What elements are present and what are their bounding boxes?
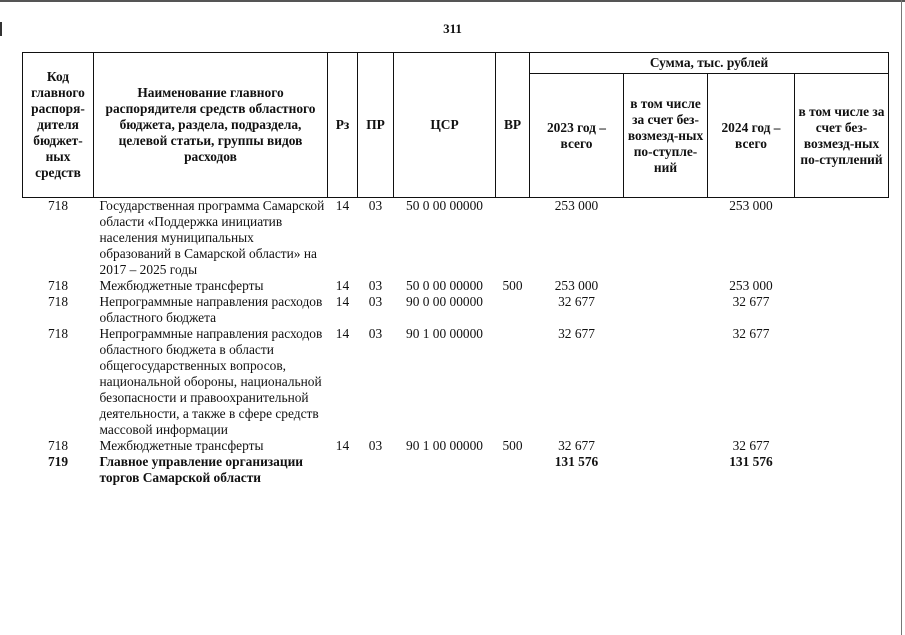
budget-table: [22, 52, 889, 486]
table-row: [23, 294, 889, 326]
cell-name: Межбюджетные трансферты: [99, 278, 264, 293]
page-number: 311: [443, 21, 462, 36]
cell-2023-total: 32 677: [558, 326, 595, 341]
cell-code: 719: [47, 454, 69, 469]
cell-vr: [496, 294, 530, 326]
cell-pr: 03: [368, 294, 383, 309]
header-pr: ПР: [358, 53, 394, 198]
table-row: [23, 438, 889, 454]
cell-code: 718: [47, 294, 69, 309]
cell-csr: 90 0 00 00000: [406, 294, 483, 309]
cell-code: 718: [47, 438, 69, 453]
header-vr: ВР: [496, 53, 530, 198]
header-2023-total: 2023 год – всего: [530, 74, 624, 198]
cell-2023-free: [624, 454, 708, 486]
cell-rz: 14: [335, 278, 350, 293]
cell-2024-free: [795, 326, 889, 438]
cell-2024-free: [795, 454, 889, 486]
header-csr: ЦСР: [394, 53, 496, 198]
cell-2023-free: [624, 326, 708, 438]
cell-2023-total: 131 576: [554, 454, 599, 469]
cell-vr: 500: [502, 438, 523, 453]
cell-pr: 03: [368, 438, 383, 453]
cell-pr: 03: [368, 198, 383, 213]
cell-2024-free: [795, 278, 889, 294]
cell-2023-total: 32 677: [558, 294, 595, 309]
scan-edge-top: [0, 0, 905, 2]
cell-rz: 14: [335, 326, 350, 341]
cell-rz: 14: [335, 438, 350, 453]
cell-csr: 50 0 00 00000: [406, 198, 483, 213]
cell-vr: [496, 326, 530, 438]
cell-2023-free: [624, 278, 708, 294]
cell-2024-total: 32 677: [732, 438, 770, 453]
table-row: [23, 326, 889, 438]
scan-edge-right: [901, 0, 902, 635]
cell-2023-free: [624, 438, 708, 454]
cell-pr: 03: [368, 278, 383, 293]
cell-2023-free: [624, 294, 708, 326]
table-body: [23, 198, 889, 487]
cell-vr: 500: [502, 278, 523, 293]
cell-csr: 90 1 00 00000: [406, 326, 483, 341]
table-row: [23, 454, 889, 486]
table-header: [23, 53, 889, 198]
cell-2023-total: 32 677: [558, 438, 595, 453]
cell-vr: [496, 198, 530, 279]
cell-2024-free: [795, 438, 889, 454]
header-name: Наименование главного распорядителя средств областного бюджета, раздела, подраздела, целевой статьи, группы видов расходов: [94, 53, 328, 198]
cell-code: 718: [47, 326, 69, 341]
header-rz: Рз: [328, 53, 358, 198]
header-2023-free: в том числе за счет без-возмезд-ных по-ступле-ний: [624, 74, 708, 198]
cell-2024-total: 32 677: [732, 294, 770, 309]
cell-2024-free: [795, 294, 889, 326]
cell-pr: [358, 454, 394, 486]
cell-name: Государственная программа Самарской области «Поддержка инициатив населения муниципальных образований в Самарской области» на 2017 – 2025 годы: [99, 198, 325, 277]
cell-2024-total: 253 000: [729, 198, 773, 213]
table-row: [23, 278, 889, 294]
cell-2023-total: 253 000: [554, 198, 599, 213]
cell-name: Непрограммные направления расходов областного бюджета в области общегосударственных вопросов, национальной обороны, национальной безопасности и правоохранительной деятельности, а также в сфере средств массовой информации: [99, 326, 323, 437]
cell-pr: 03: [368, 326, 383, 341]
cell-csr: 90 1 00 00000: [406, 438, 483, 453]
header-2024-free: в том числе за счет без-возмезд-ных по-ступлений: [795, 74, 889, 198]
table-row: [23, 198, 889, 279]
cell-rz: 14: [335, 294, 350, 309]
cell-2024-free: [795, 198, 889, 279]
cell-2023-total: 253 000: [554, 278, 599, 293]
header-2024-total: 2024 год – всего: [708, 74, 795, 198]
cell-name: Непрограммные направления расходов областного бюджета: [99, 294, 323, 325]
header-sum-group: Сумма, тыс. рублей: [530, 53, 889, 74]
cell-csr: [394, 454, 496, 486]
cell-name: Главное управление организации торгов Самарской области: [99, 454, 304, 485]
cell-2024-total: 131 576: [729, 454, 773, 469]
cell-2023-free: [624, 198, 708, 279]
header-code: Код главного распоря-дителя бюджет-ных средств: [23, 53, 94, 198]
cell-name: Межбюджетные трансферты: [99, 438, 264, 453]
cell-rz: [328, 454, 358, 486]
cell-2024-total: 32 677: [732, 326, 770, 341]
cell-rz: 14: [335, 198, 350, 213]
cell-code: 718: [47, 278, 69, 293]
cell-vr: [496, 454, 530, 486]
cell-code: 718: [47, 198, 69, 213]
cell-csr: 50 0 00 00000: [406, 278, 483, 293]
cell-2024-total: 253 000: [729, 278, 773, 293]
